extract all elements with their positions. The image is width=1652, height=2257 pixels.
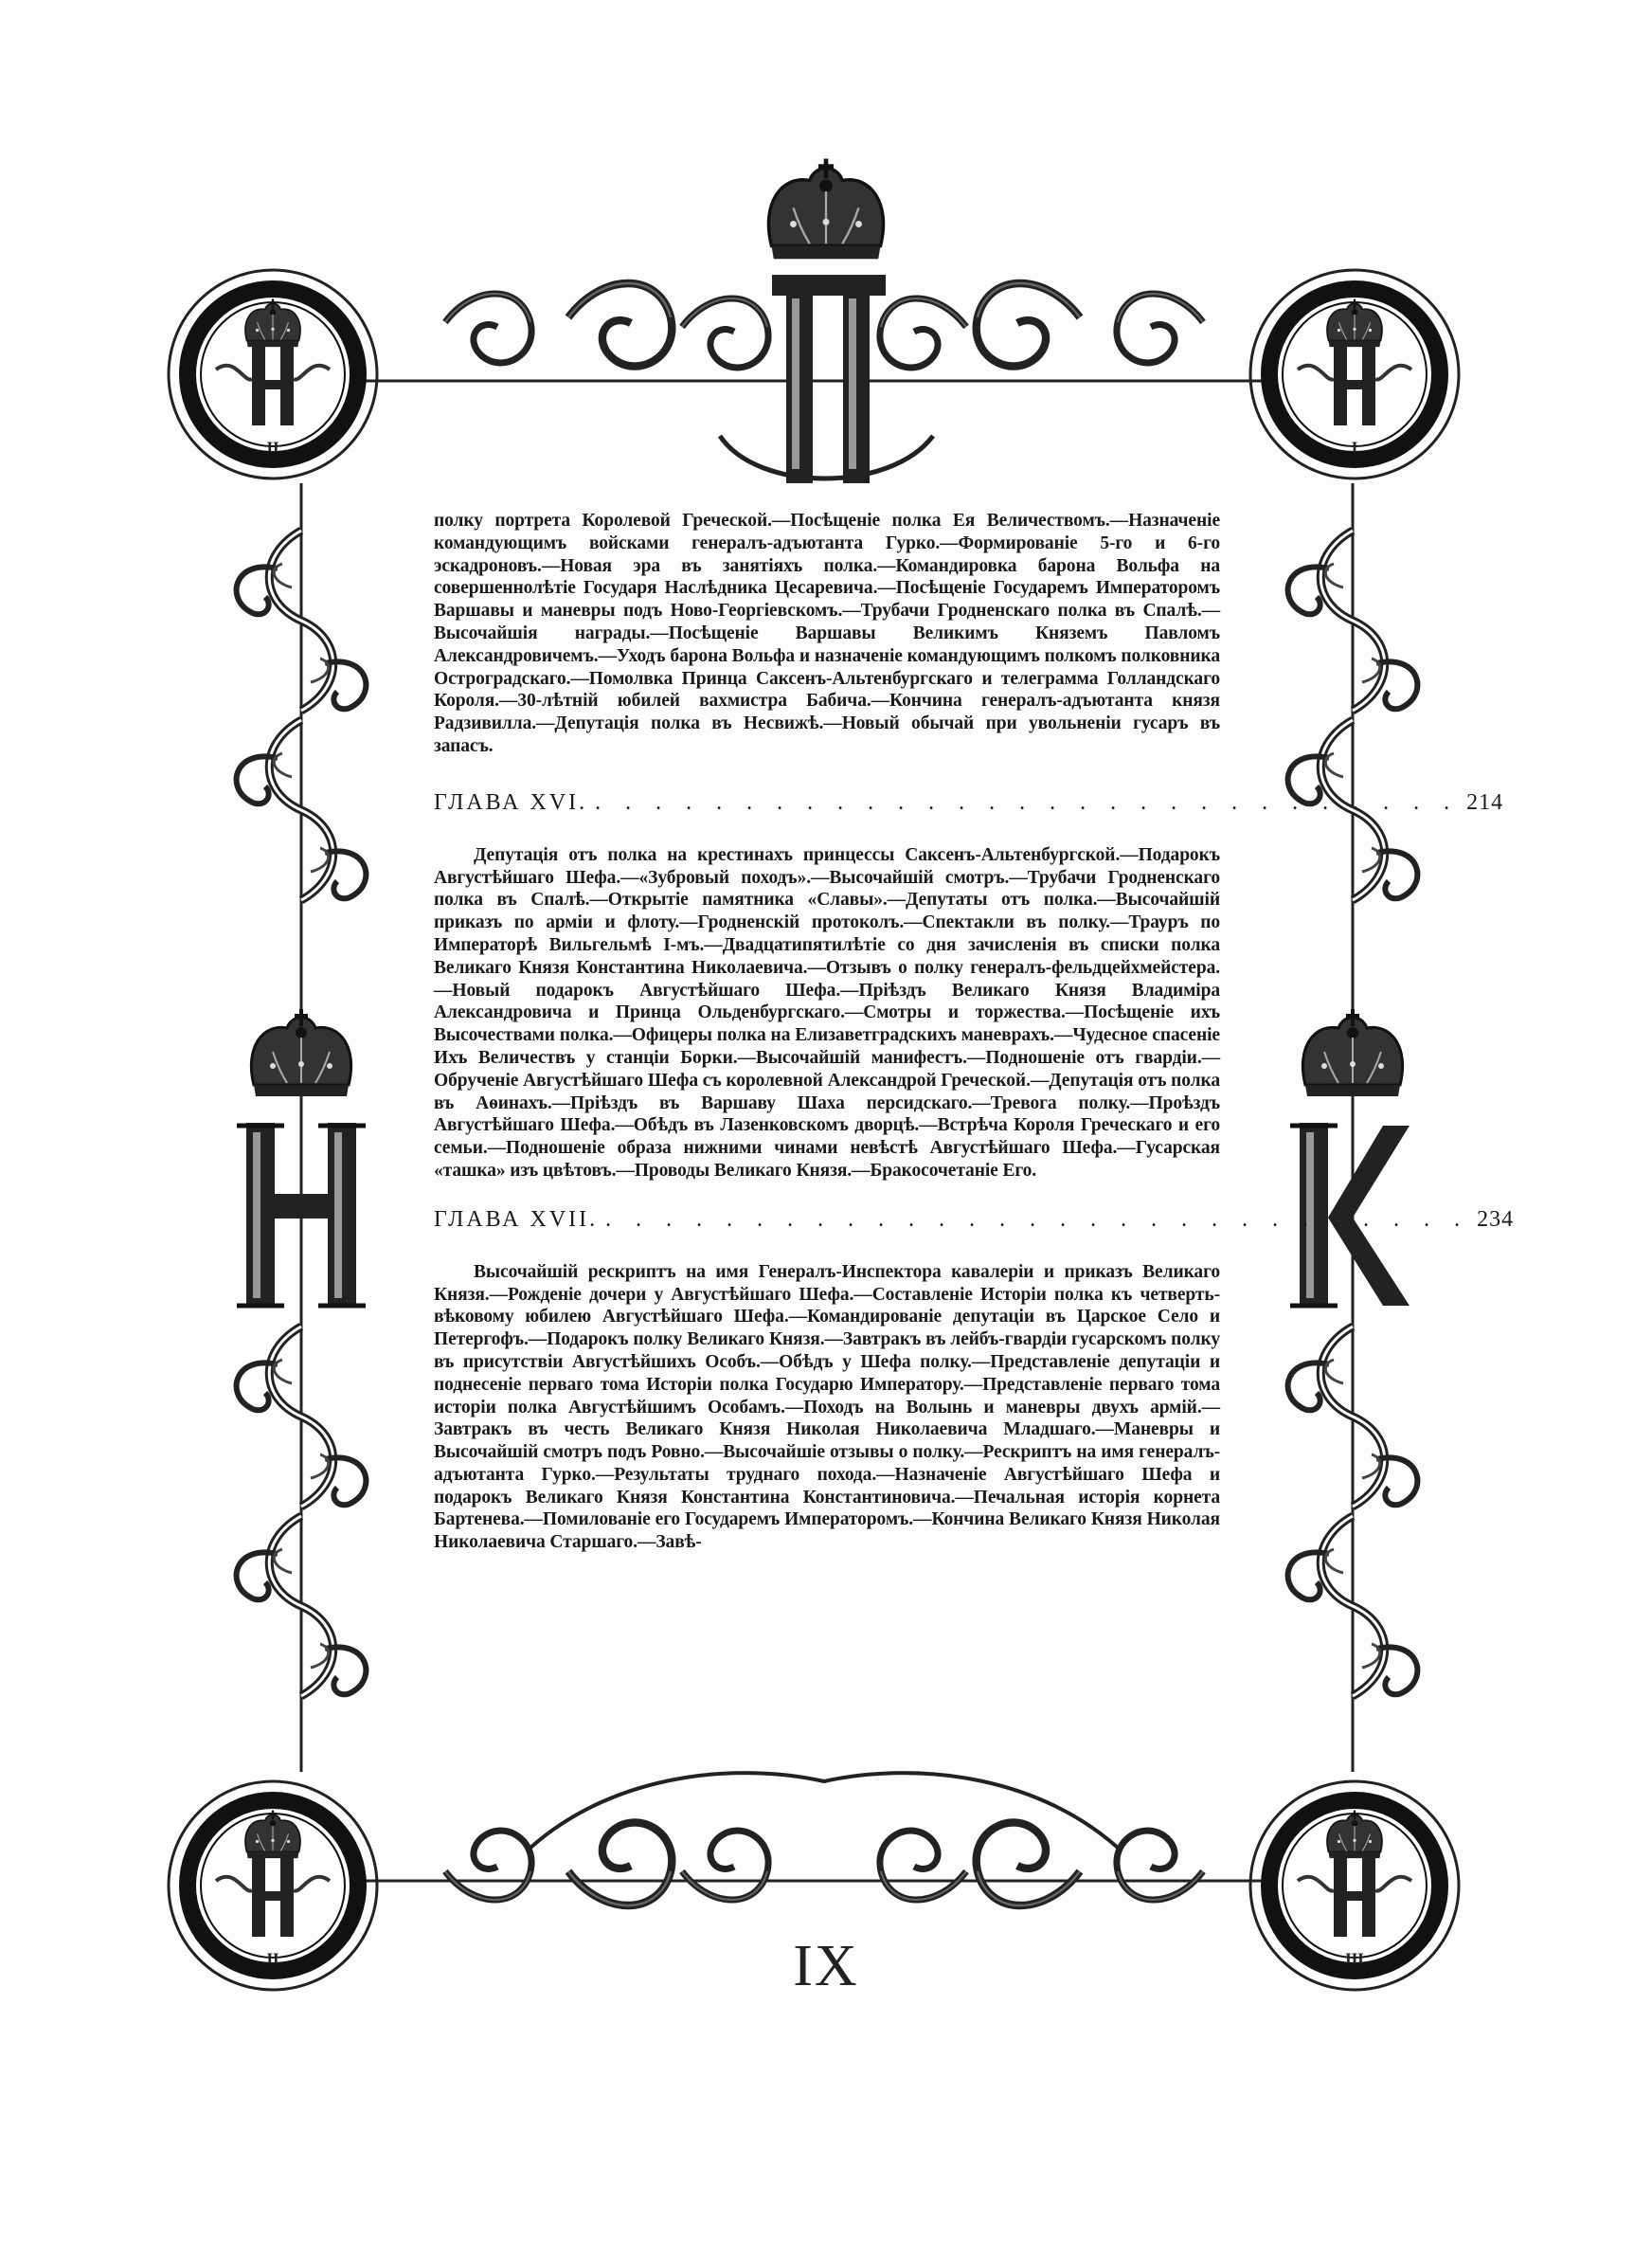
chapter-17-summary: Высочайшій рескриптъ на имя Генералъ-Инспектора кавалеріи и приказъ Великаго Князя.—Рожденіе дочери у Августѣйшаго Шефа.—Составленіе Исторіи полка къ четверть-вѣковому юбилею Августѣйшаго Шефа.—Командированіе депутаціи въ Царское Село и Петергофъ.—Подарокъ полку Великаго Князя.—Завтракъ въ лейбъ-гвардіи гусарскомъ полку въ присутствіи Августѣйшихъ Особъ.—Обѣдъ у Шефа полку.—Представленіе депутаціи и поднесеніе перваго тома Исторіи полка Государю Императору.—Представленіе перваго тома исторіи полка Августѣйшимъ Особамъ.—Походъ на Волынь и маневры двухъ армій.—Завтракъ въ честь Великаго Князя Николая Николаевича Младшаго.—Маневры и Высочайшій смотръ подъ Ровно.—Высочайшіе отзывы о полку.—Рескриптъ на имя генералъ-адъютанта Гурко.—Результаты труднаго похода.—Назначеніе Августѣйшаго Шефа и подарокъ Великаго Князя Константина Константиновича.—Печальная исторія корнета Бартенева.—Помилованіе его Государемъ Императоромъ.—Кончина Великаго Князя Николая Николаевича Старшаго.—Завѣ- xyxy=(434,1261,1220,1553)
medallion-bottom-right xyxy=(1250,1781,1459,1990)
medallion-top-left xyxy=(169,270,377,478)
page-number: IX xyxy=(793,1934,859,1998)
chapter-16-title: ГЛАВА XVI. xyxy=(434,789,588,815)
chapter-16-entry[interactable] xyxy=(434,789,1504,816)
chapter-16-summary: Депутація отъ полка на крестинахъ принцессы Саксенъ-Альтенбургской.—Подарокъ Августѣйшаго Шефа.—«Зубровый походъ».—Высочайшій смотръ.—Трубачи Гродненскаго полка въ Спалѣ.—Открытіе памятника «Славы».—Депутаты отъ полка.—Высочайшій приказъ по арміи и флоту.—Гродненскій протоколъ.—Спектакли въ полку.—Трауръ по Императорѣ Вильгельмѣ I-мъ.—Двадцатипятилѣтіе со дня зачисленія въ списки полка Великаго Князя Константина Николаевича.—Отзывъ о полку генералъ-фельдцейхмейстера.—Новый подарокъ Августѣйшаго Шефа.—Пріѣздъ Великаго Князя Владиміра Александровича и Принца Ольденбургскаго.—Смотры и торжества.—Посѣщеніе ихъ Высочествами полка.—Офицеры полка на Елизаветградскихъ маневрахъ.—Чудесное спасеніе Ихъ Величествъ у станціи Борки.—Высочайшій манифестъ.—Подношеніе отъ гвардіи.—Обрученіе Августѣйшаго Шефа съ королевной Александрой Греческой.—Депутація отъ полка въ Аѳинахъ.—Пріѣздъ въ Варшаву Шаха персидскаго.—Тревога полку.—Проѣздъ Августѣйшаго Шефа.—Обѣдъ въ Лазенковскомъ дворцѣ.—Встрѣча Короля Греческаго и его семьи.—Подношеніе образа нижними чинами невѣстѣ Августѣйшаго Шефа.—Гусарская «ташка» изъ цвѣтовъ.—Проводы Великаго Князя.—Бракосочетаніе Его. xyxy=(434,844,1220,1181)
chapter-16-leader: . . . . . . . . . . . . . . . . . . . . . . . . . . . . . xyxy=(595,789,1460,815)
svg-text:II: II xyxy=(266,1952,279,1967)
top-crown xyxy=(768,159,883,260)
contents-block xyxy=(434,510,1515,1554)
medallion-bottom-left xyxy=(169,1781,377,1990)
left-crown xyxy=(251,1009,350,1096)
chapter-17-title: ГЛАВА XVII. xyxy=(434,1206,599,1232)
svg-text:I: I xyxy=(1351,441,1358,456)
svg-text:III: III xyxy=(1345,1952,1364,1967)
right-crown xyxy=(1302,1009,1402,1096)
chapter-15-summary: полку портрета Королевой Греческой.—Посѣщеніе полка Ея Величествомъ.—Назначеніе командующимъ войсками генералъ-адъютанта Гурко.—Формированіе 5-го и 6-го эскадроновъ.—Новая эра въ занятіяхъ полка.—Командировка барона Вольфа на совершеннолѣтіе Государя Наслѣдника Цесаревича.—Посѣщеніе Государемъ Императоромъ Варшавы и маневры подъ Ново-Георгіевскомъ.—Трубачи Гродненскаго полка въ Спалѣ.—Высочайшія награды.—Посѣщеніе Варшавы Великимъ Княземъ Павломъ Александровичемъ.—Уходъ барона Вольфа и назначеніе командующимъ полкомъ полковника Остроградскаго.—Помолвка Принца Саксенъ-Альтенбургскаго и телеграмма Голландскаго Короля.—30-лѣтній юбилей вахмистра Бабича.—Кончина генералъ-адъютанта князя Радзивилла.—Депутація полка въ Несвижѣ.—Новый обычай при увольненіи гусаръ въ запасъ. xyxy=(434,511,1220,756)
chapter-17-leader: . . . . . . . . . . . . . . . . . . . . . . . . . . . . . xyxy=(605,1206,1470,1232)
chapter-17-entry[interactable] xyxy=(434,1206,1515,1233)
chapter-16-page: 214 xyxy=(1466,789,1504,815)
medallion-top-right xyxy=(1250,270,1459,478)
chapter-17-page: 234 xyxy=(1477,1206,1515,1232)
svg-text:II: II xyxy=(266,441,279,456)
